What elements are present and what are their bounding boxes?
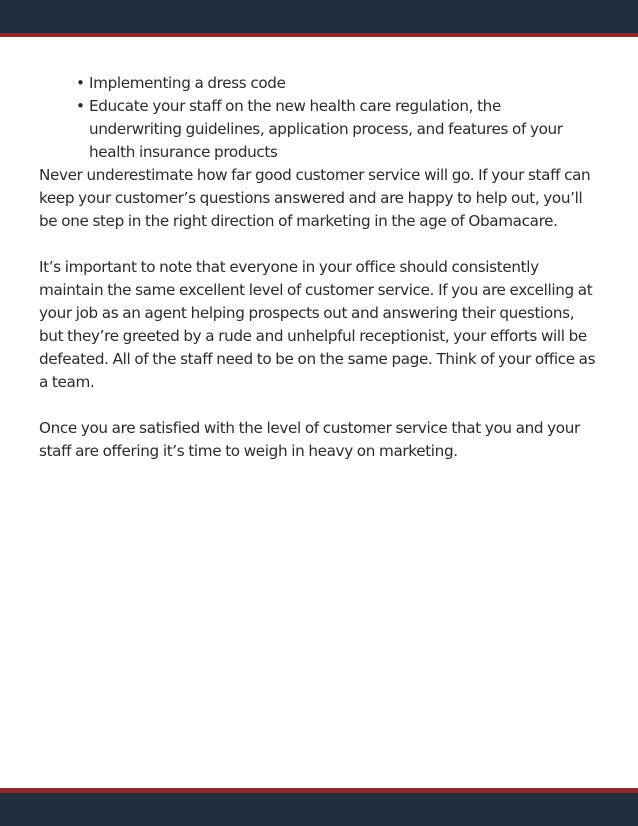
bullet-text: Educate your staff on the new health care regulation, the underwriting guidelines, application process, and features of your health insurance products [89, 97, 563, 161]
header-band [0, 0, 638, 33]
list-item [39, 72, 569, 95]
paragraph-office-consistency: It’s important to note that everyone in your office should consistently maintain the same excellent level of customer service. If you are excelling at your job as an agent helping prospects out and answering their questions, but they’re greeted by a rude and unhelpful receptionist, your efforts will be defeated. All of the staff need to be on the same page. Think of your office as a team. [39, 258, 596, 391]
bullet-text: Implementing a dress code [89, 74, 286, 92]
header-accent-stripe [0, 33, 638, 37]
list-item [39, 95, 569, 164]
paragraph-marketing: Once you are satisfied with the level of customer service that you and your staff are offering it’s time to weigh in heavy on marketing. [39, 419, 580, 460]
footer-band [0, 793, 638, 826]
bullet-glyph: • [76, 74, 85, 92]
paragraph-customer-service: Never underestimate how far good customer service will go. If your staff can keep your customer’s questions answered and are happy to help out, you’ll be one step in the right direction of marketing in the age of Obamacare. [39, 166, 591, 230]
bullet-list [39, 72, 599, 164]
bullet-glyph: • [76, 97, 85, 115]
document-body [39, 72, 599, 486]
